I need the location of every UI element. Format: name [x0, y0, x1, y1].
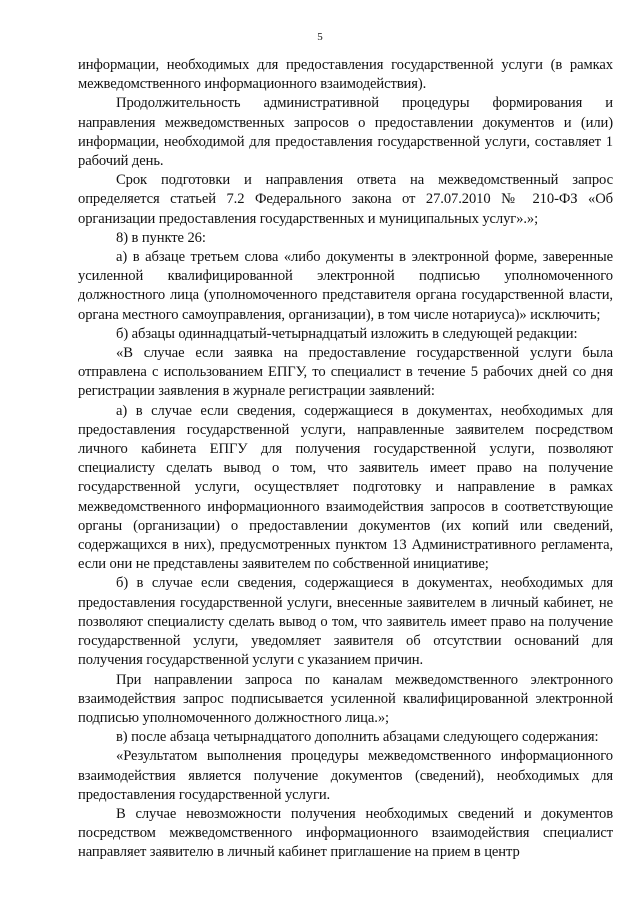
paragraph: Срок подготовки и направления ответа на межведомственный запрос определяется статьей 7.2 Федерального закона от 27.07.2010 № 210-ФЗ «Об организации предоставления государственных и муниципальных услуг».»; — [78, 172, 613, 227]
paragraph: информации, необходимых для предоставления государственной услуги (в рамках межведомственного информационного взаимодействия). — [78, 57, 613, 93]
paragraph: В случае невозможности получения необходимых сведений и документов посредством межведомственного информационного взаимодействия специалист направляет заявителю в личный кабинет приглашение на прием в центр — [78, 805, 613, 861]
paragraph: а) в абзаце третьем слова «либо документы в электронной форме, заверенные усиленной квалифицированной электронной подписью уполномоченного должностного лица (уполномоченного представителя органа государственной власти, органа местного самоуправления, организации), в том числе нотариуса)» исключить; — [78, 249, 613, 323]
paragraph: 8) в пункте 26: — [116, 229, 206, 246]
page-number: 5 — [317, 31, 323, 43]
paragraph: в) после абзаца четырнадцатого дополнить абзацами следующего содержания: — [116, 729, 599, 746]
paragraph: Продолжительность административной процедуры формирования и направления межведомственных запросов о предоставлении документов и (или) информации, необходимой для предоставления государственной услуги, составляет 1 рабочий день. — [78, 95, 613, 170]
paragraph: «В случае если заявка на предоставление государственной услуги была отправлена с использованием ЕПГУ, то специалист в течение 5 рабочих дней со дня регистрации заявления в журнале регистрации заявлений: — [78, 345, 613, 400]
paragraph: б) абзацы одиннадцатый-четырнадцатый изложить в следующей редакции: — [116, 325, 578, 342]
paragraph: б) в случае если сведения, содержащиеся в документах, необходимых для предоставления государственной услуги, внесенные заявителем в личный кабинет, не позволяют специалисту сделать вывод о том, что заявитель имеет право на получение государственной услуги, уведомляет заявителя об отсутствии оснований для получения государственной услуги с указанием причин. — [78, 575, 613, 669]
paragraph: «Результатом выполнения процедуры межведомственного информационного взаимодействия является получение документов (сведений), необходимых для предоставления государственной услуги. — [78, 748, 613, 803]
paragraph: При направлении запроса по каналам межведомственного электронного взаимодействия запрос подписывается усиленной квалифицированной электронной подписью уполномоченного должностного лица.»; — [78, 671, 613, 726]
paragraph: а) в случае если сведения, содержащиеся в документах, необходимых для предоставления государственной услуги, направленные заявителем посредством личного кабинета ЕПГУ для получения государственной услуги, позволяют специалисту сделать вывод о том, что заявитель имеет право на получение государственной услуги, осуществляет подготовку и направление в рамках межведомственного информационного взаимодействия запросов в соответствующие органы (организации) о предоставлении документов (их копий или сведений, содержащихся в них), предусмотренных пунктом 13 Административного регламента, если они не представлены заявителем по собственной инициативе; — [78, 402, 613, 573]
document-body — [78, 56, 613, 863]
